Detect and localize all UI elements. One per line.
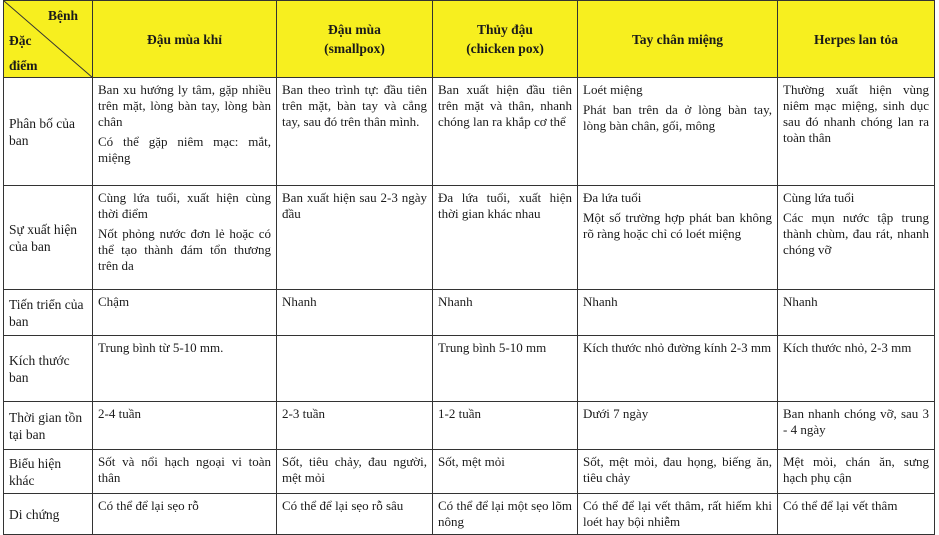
table-cell	[433, 186, 578, 290]
table-cell: Dưới 7 ngày	[578, 402, 778, 450]
cell-text: Cùng lứa tuổi, xuất hiện cùng thời điểm	[98, 190, 271, 221]
table-cell: Kích thước nhỏ đường kính 2-3 mm	[578, 336, 778, 402]
header-title: Tay chân miệng	[631, 31, 724, 47]
table-cell	[778, 78, 935, 186]
table-cell: Ban nhanh chóng vỡ, sau 3 - 4 ngày	[778, 402, 935, 450]
header-monkeypox	[93, 1, 277, 78]
table-cell: Nhanh	[277, 290, 433, 336]
table-row	[4, 186, 935, 290]
table-cell: Có thể để lại vết thâm, rất hiếm khi loét hay bội nhiễm	[578, 494, 778, 535]
header-subtitle: (smallpox)	[324, 41, 385, 56]
header-chickenpox	[433, 1, 578, 78]
header-subtitle: (chicken pox)	[466, 41, 544, 56]
table-cell: Có thể để lại sẹo rỗ sâu	[277, 494, 433, 535]
table-cell: Nhanh	[778, 290, 935, 336]
row-label: Sự xuất hiện của ban	[4, 186, 93, 290]
row-label: Kích thước ban	[4, 336, 93, 402]
table-cell	[277, 78, 433, 186]
header-hand-foot-mouth	[578, 1, 778, 78]
table-cell: Mệt mỏi, chán ăn, sưng hạch phụ cận	[778, 450, 935, 494]
table-row	[4, 402, 935, 450]
corner-label-disease: Bệnh	[47, 8, 78, 23]
table-cell: 2-3 tuần	[277, 402, 433, 450]
table-row	[4, 494, 935, 535]
header-title: Herpes lan tỏa	[814, 31, 898, 47]
header-herpes	[778, 1, 935, 78]
cell-text: Một số trường hợp phát ban không rõ ràng hoặc chỉ có loét miệng	[583, 210, 772, 241]
row-label: Di chứng	[4, 494, 93, 535]
cell-text: Thường xuất hiện vùng niêm mạc miệng, sinh dục sau đó nhanh chóng lan ra toàn thân	[783, 82, 929, 145]
table-cell: Nhanh	[433, 290, 578, 336]
table-cell	[578, 186, 778, 290]
header-row	[4, 1, 935, 78]
corner-label-feature-1: Đặc	[9, 33, 32, 48]
cell-text: Ban xuất hiện đầu tiên trên mặt và thân, nhanh chóng lan ra khắp cơ thể	[438, 82, 572, 129]
table-cell	[93, 186, 277, 290]
cell-text: Ban theo trình tự: đầu tiên trên mặt, bàn tay và cẳng tay, sau đó trên thân mình.	[282, 82, 427, 129]
cell-text: Đa lứa tuổi	[583, 190, 642, 205]
table-row	[4, 78, 935, 186]
header-title: Thủy đậu	[477, 22, 533, 37]
table-cell	[277, 186, 433, 290]
table-cell: Nhanh	[578, 290, 778, 336]
table-cell: Có thể để lại sẹo rỗ	[93, 494, 277, 535]
row-label: Phân bố của ban	[4, 78, 93, 186]
header-title: Đậu mùa	[328, 22, 381, 37]
cell-text: Ban xu hướng ly tâm, gặp nhiều trên mặt, lòng bàn tay, lòng bàn chân	[98, 82, 271, 129]
table-cell: Sốt, mệt mỏi, đau họng, biếng ăn, tiêu chảy	[578, 450, 778, 494]
row-label: Biểu hiện khác	[4, 450, 93, 494]
comparison-table-container	[3, 0, 934, 535]
cell-text: Cùng lứa tuổi	[783, 190, 855, 205]
table-cell: 1-2 tuần	[433, 402, 578, 450]
table-cell: Sốt và nổi hạch ngoại vi toàn thân	[93, 450, 277, 494]
table-cell: Sốt, mệt mỏi	[433, 450, 578, 494]
table-cell: Có thể để lại vết thâm	[778, 494, 935, 535]
cell-text: Nốt phỏng nước đơn lẻ hoặc có thể tạo thành đám tổn thương trên da	[98, 226, 271, 273]
cell-text: Phát ban trên da ở lòng bàn tay, lòng bàn chân, gối, mông	[583, 102, 772, 133]
table-cell: Trung bình từ 5-10 mm.	[93, 336, 277, 402]
row-label: Tiến triển của ban	[4, 290, 93, 336]
cell-text: Các mụn nước tập trung thành chùm, đau rát, nhanh chóng vỡ	[783, 210, 929, 257]
table-cell	[578, 78, 778, 186]
header-smallpox	[277, 1, 433, 78]
table-cell: Kích thước nhỏ, 2-3 mm	[778, 336, 935, 402]
table-cell	[433, 78, 578, 186]
table-cell	[778, 186, 935, 290]
table-cell: 2-4 tuần	[93, 402, 277, 450]
disease-comparison-table	[3, 0, 935, 535]
corner-label-feature-2: điểm	[9, 58, 38, 73]
cell-text: Có thể gặp niêm mạc: mắt, miệng	[98, 134, 271, 165]
table-cell: Chậm	[93, 290, 277, 336]
table-cell	[277, 336, 433, 402]
header-title: Đậu mùa khỉ	[146, 31, 223, 47]
table-cell	[93, 78, 277, 186]
cell-text: Ban xuất hiện sau 2-3 ngày đầu	[282, 190, 427, 221]
corner-header	[4, 1, 93, 78]
row-label: Thời gian tồn tại ban	[4, 402, 93, 450]
table-cell: Có thể để lại một sẹo lõm nông	[433, 494, 578, 535]
cell-text: Loét miệng	[583, 82, 643, 97]
table-row	[4, 290, 935, 336]
cell-text: Đa lứa tuổi, xuất hiện thời gian khác nhau	[438, 190, 572, 221]
table-row	[4, 336, 935, 402]
table-row	[4, 450, 935, 494]
table-cell: Sốt, tiêu chảy, đau người, mệt mỏi	[277, 450, 433, 494]
table-cell: Trung bình 5-10 mm	[433, 336, 578, 402]
